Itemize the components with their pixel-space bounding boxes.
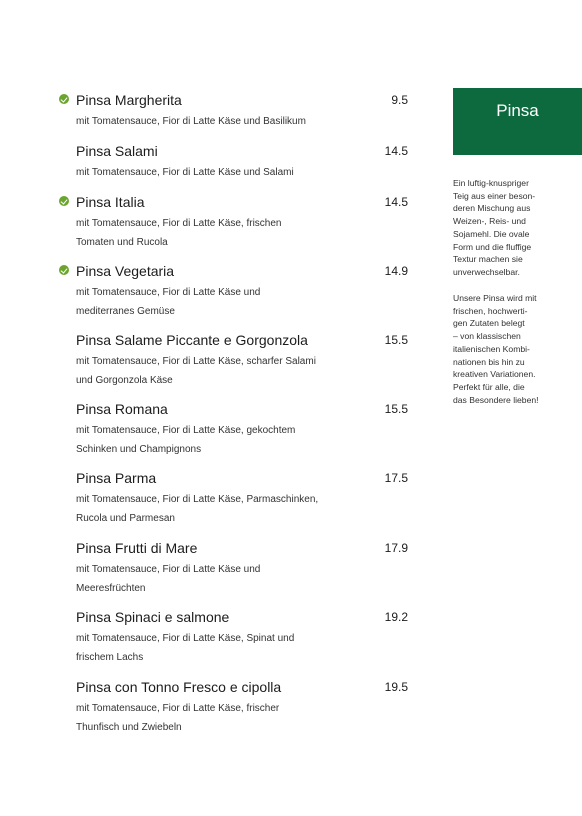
item-price: 14.9 [384,264,408,278]
intro-line: italienischen Kombi- [453,343,530,354]
intro-line: deren Mischung aus [453,203,531,214]
item-description [76,560,346,598]
item-name: Pinsa Salami [76,143,158,159]
description-line: mit Tomatensauce, Fior di Latte Käse, frischen [76,218,282,229]
intro-line: Form und die fluffige [453,241,532,252]
description-line: mit Tomatensauce, Fior di Latte Käse und Salami [76,167,294,178]
item-name: Pinsa Margherita [76,92,182,108]
description-line: mediterranes Gemüse [76,306,175,317]
item-price: 9.5 [391,93,408,107]
description-line: frischem Lachs [76,652,144,663]
intro-line: Textur machen sie [453,254,523,265]
description-line: mit Tomatensauce, Fior di Latte Käse, frischer [76,703,280,714]
item-name: Pinsa Parma [76,470,157,486]
item-name: Pinsa Frutti di Mare [76,540,198,556]
description-line: mit Tomatensauce, Fior di Latte Käse und [76,564,261,575]
description-line: mit Tomatensauce, Fior di Latte Käse und [76,287,261,298]
intro-line: nationen bis hin zu [453,356,525,367]
item-description [76,699,346,737]
intro-paragraph-2 [453,292,563,406]
description-line: mit Tomatensauce, Fior di Latte Käse, scharfer Salami [76,356,316,367]
description-line: Meeresfrüchten [76,583,146,594]
description-line: Schinken und Champignons [76,444,202,455]
description-line: mit Tomatensauce, Fior di Latte Käse und Basilikum [76,116,306,127]
description-line: und Gorgonzola Käse [76,375,173,386]
item-description [76,214,346,252]
category-header [453,88,582,155]
description-line: Thunfisch und Zwiebeln [76,722,182,733]
item-description [76,490,346,528]
intro-line: das Besondere lieben! [453,394,539,405]
item-name: Pinsa Vegetaria [76,263,175,279]
item-price: 17.5 [384,471,408,485]
intro-line: gen Zutaten belegt [453,318,525,329]
intro-line: frischen, hochwerti- [453,305,528,316]
intro-line: Unsere Pinsa wird mit [453,293,537,303]
item-price: 19.2 [384,610,408,624]
intro-line: Weizen-, Reis- und [453,216,526,227]
item-description [76,163,346,182]
description-line: Tomaten und Rucola [76,237,168,248]
description-line: mit Tomatensauce, Fior di Latte Käse, Parmaschinken, [76,494,319,505]
item-price: 15.5 [384,333,408,347]
intro-paragraph-1 [453,177,563,279]
vegetarian-leaf-icon [59,196,69,206]
intro-line: – von klassischen [453,331,521,342]
category-title: Pinsa [496,101,539,120]
item-price: 14.5 [384,195,408,209]
intro-line: Perfekt für alle, die [453,381,525,392]
intro-line: Ein luftig-knuspriger [453,178,529,188]
item-price: 19.5 [384,680,408,694]
item-description [76,352,346,390]
intro-line: unverwechselbar. [453,266,520,277]
description-line: mit Tomatensauce, Fior di Latte Käse, gekochtem [76,425,296,436]
vegetarian-leaf-icon [59,94,69,104]
item-description [76,421,346,459]
description-line: Rucola und Parmesan [76,513,175,524]
item-description [76,112,346,131]
item-description [76,629,346,667]
intro-line: Teig aus einer beson- [453,190,536,201]
item-price: 14.5 [384,144,408,158]
item-name: Pinsa Salame Piccante e Gorgonzola [76,332,308,348]
vegetarian-leaf-icon [59,265,69,275]
intro-line: kreativen Variationen. [453,369,536,380]
item-price: 17.9 [384,541,408,555]
item-name: Pinsa Italia [76,194,145,210]
intro-line: Sojamehl. Die ovale [453,228,530,239]
item-name: Pinsa Romana [76,401,168,417]
item-name: Pinsa con Tonno Fresco e cipolla [76,679,282,695]
item-description [76,283,346,321]
item-name: Pinsa Spinaci e salmone [76,609,230,625]
item-price: 15.5 [384,402,408,416]
description-line: mit Tomatensauce, Fior di Latte Käse, Spinat und [76,633,295,644]
